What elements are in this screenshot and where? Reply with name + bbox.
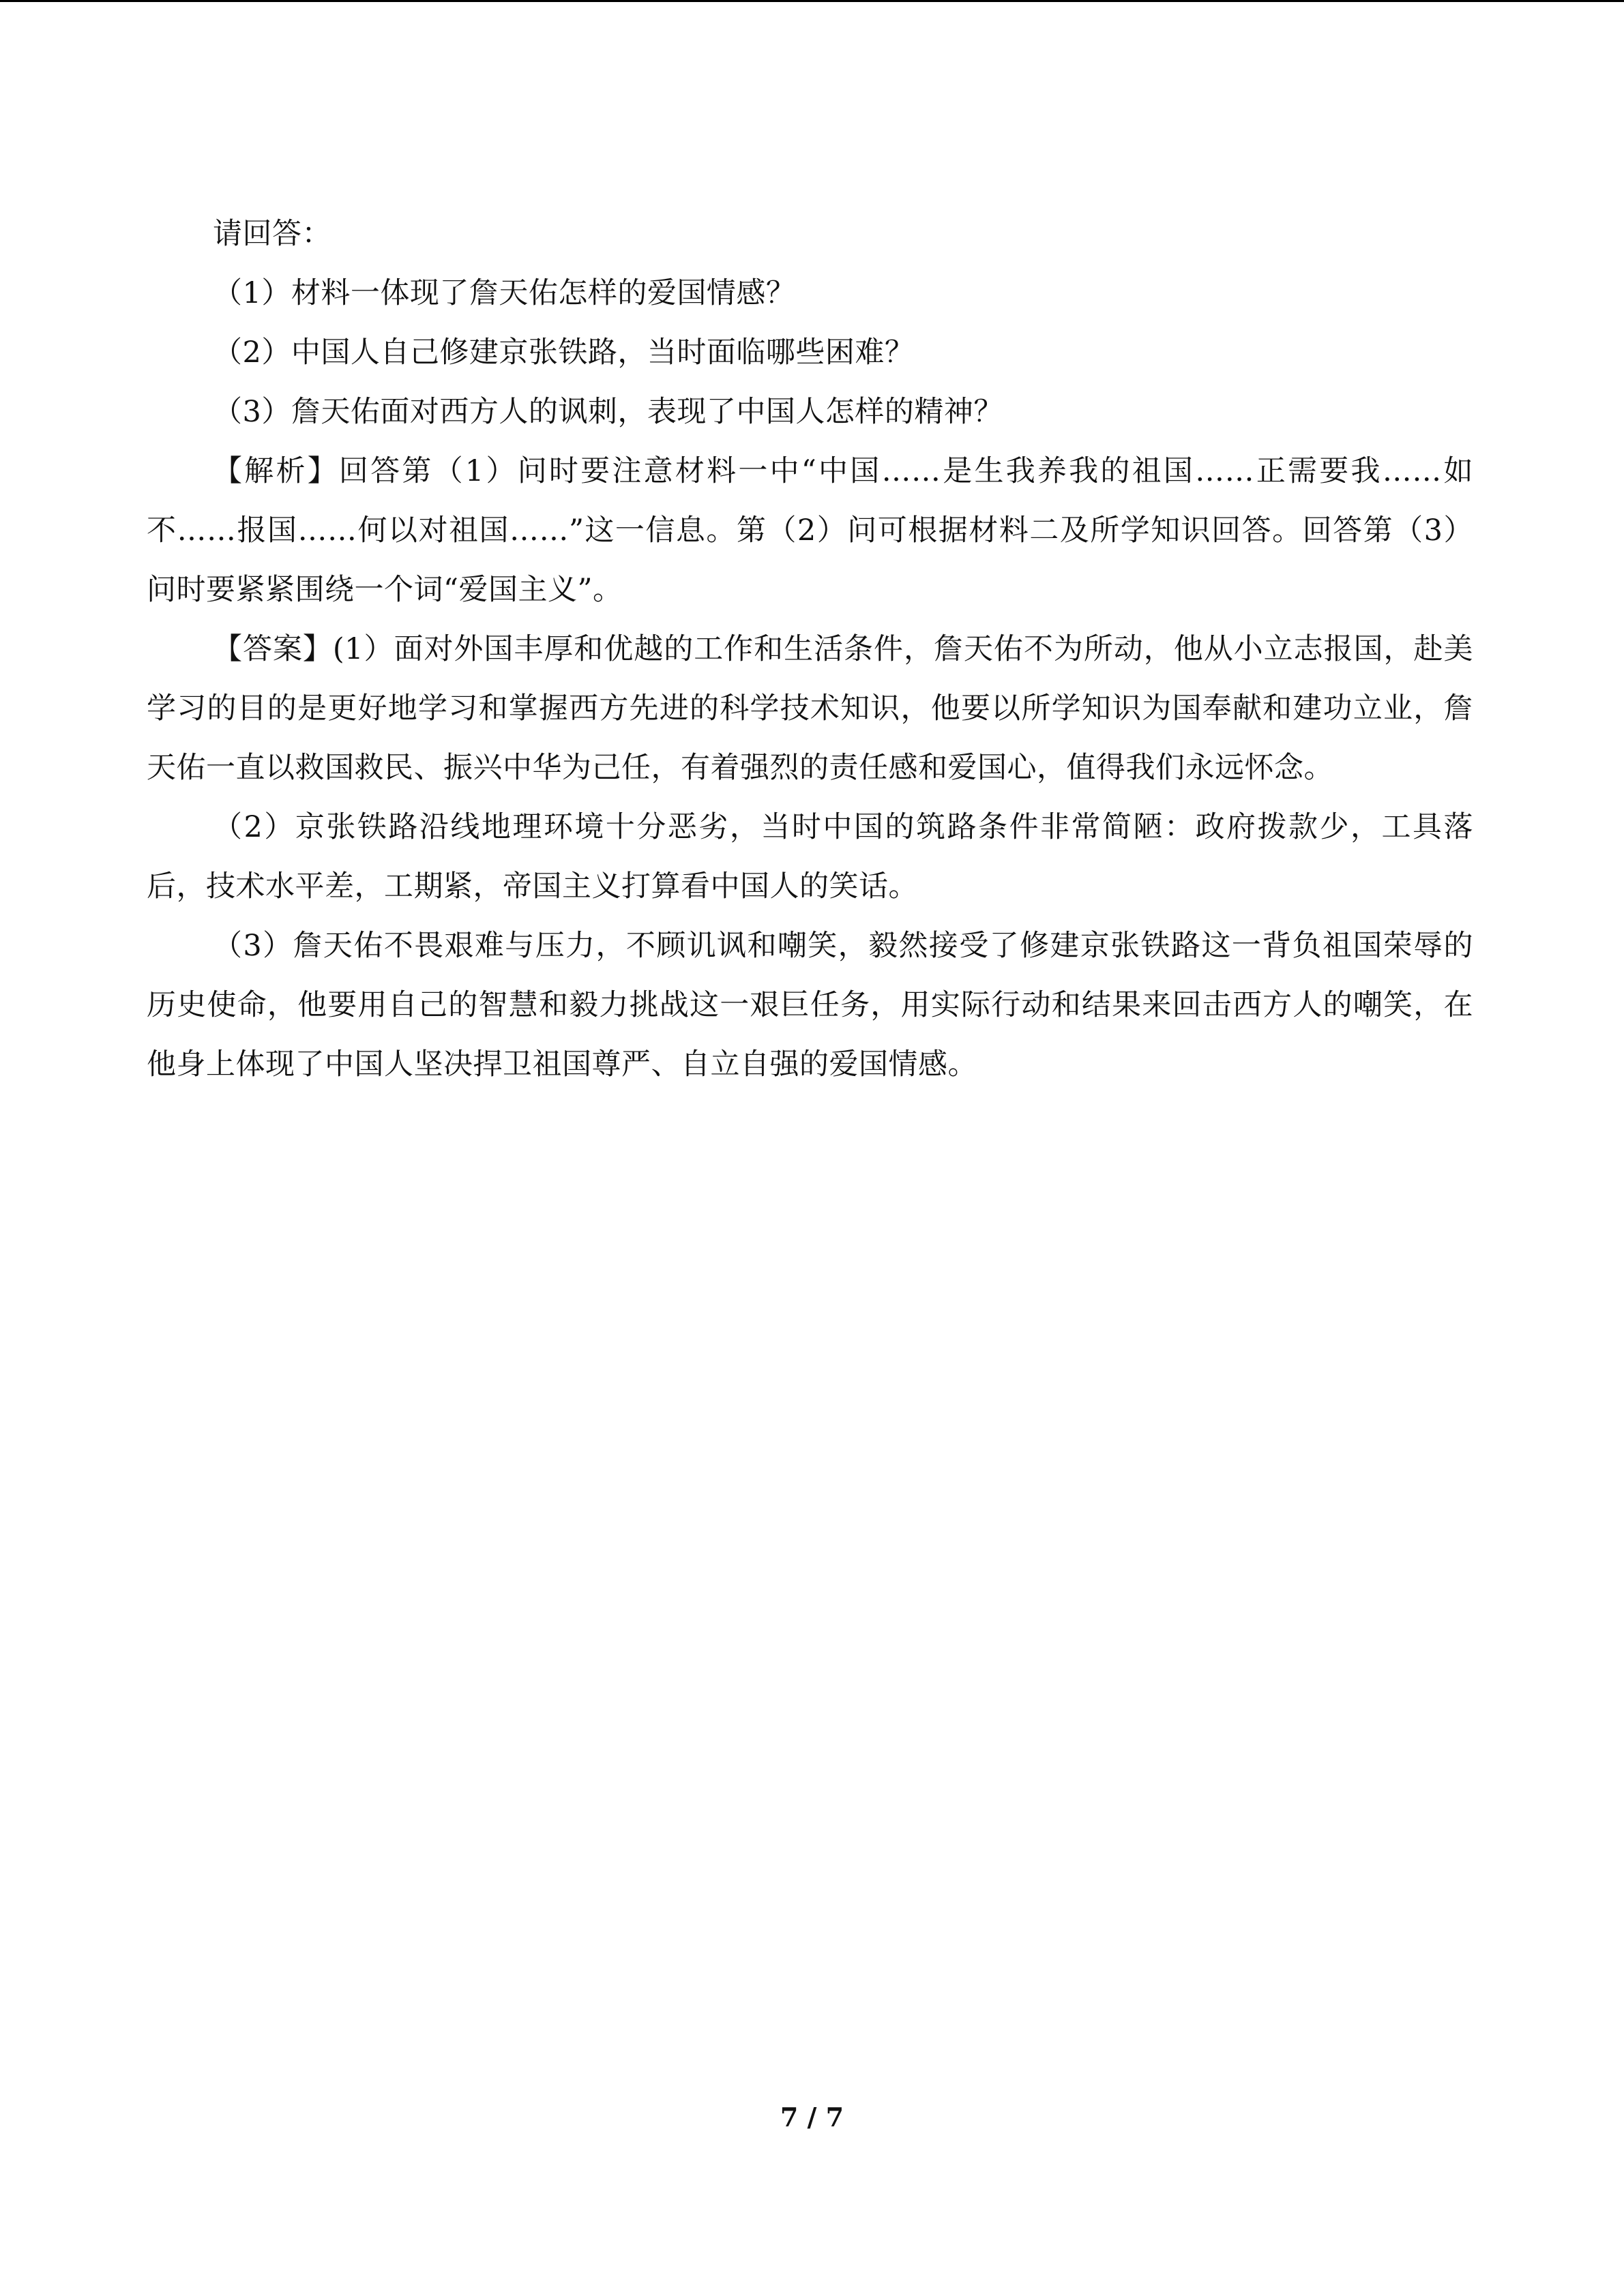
- answer-2-paragraph: （2）京张铁路沿线地理环境十分恶劣，当时中国的筑路条件非常简陋：政府拨款少，工具落后，技术水平差，工期紧，帝国主义打算看中国人的笑话。: [147, 810, 1473, 904]
- question-2: （2）中国人自己修建京张铁路，当时面临哪些困难？: [213, 336, 915, 370]
- analysis-paragraph: 【解析】回答第（1）问时要注意材料一中“中国……是生我养我的祖国……正需要我……如不……报国……何以对祖国……”这一信息。第（2）问可根据材料二及所学知识回答。回答第（3）问时要紧紧围绕一个词“爱国主义”。: [147, 454, 1473, 607]
- answer-3-paragraph: （3）詹天佑不畏艰难与压力，不顾讥讽和嘲笑，毅然接受了修建京张铁路这一背负祖国荣辱的历史使命，他要用自己的智慧和毅力挑战这一艰巨任务，用实际行动和结果来回击西方人的嘲笑，在他身上体现了中国人坚决捍卫祖国尊严、自立自强的爱国情感。: [147, 929, 1473, 1082]
- document-body: [147, 205, 1473, 1094]
- top-border-line: [0, 0, 1624, 2]
- answer-1-paragraph: 【答案】(1）面对外国丰厚和优越的工作和生活条件，詹天佑不为所动，他从小立志报国，赴美学习的目的是更好地学习和掌握西方先进的科学技术知识，他要以所学知识为国奉献和建功立业，詹天佑一直以救国救民、振兴中华为己任，有着强烈的责任感和爱国心，值得我们永远怀念。: [147, 632, 1473, 785]
- question-1: （1）材料一体现了詹天佑怎样的爱国情感？: [213, 276, 796, 310]
- page-number: 7 / 7: [780, 2102, 844, 2132]
- prompt-text: 请回答：: [213, 217, 331, 251]
- question-3: （3）詹天佑面对西方人的讽刺，表现了中国人怎样的精神？: [213, 395, 1003, 429]
